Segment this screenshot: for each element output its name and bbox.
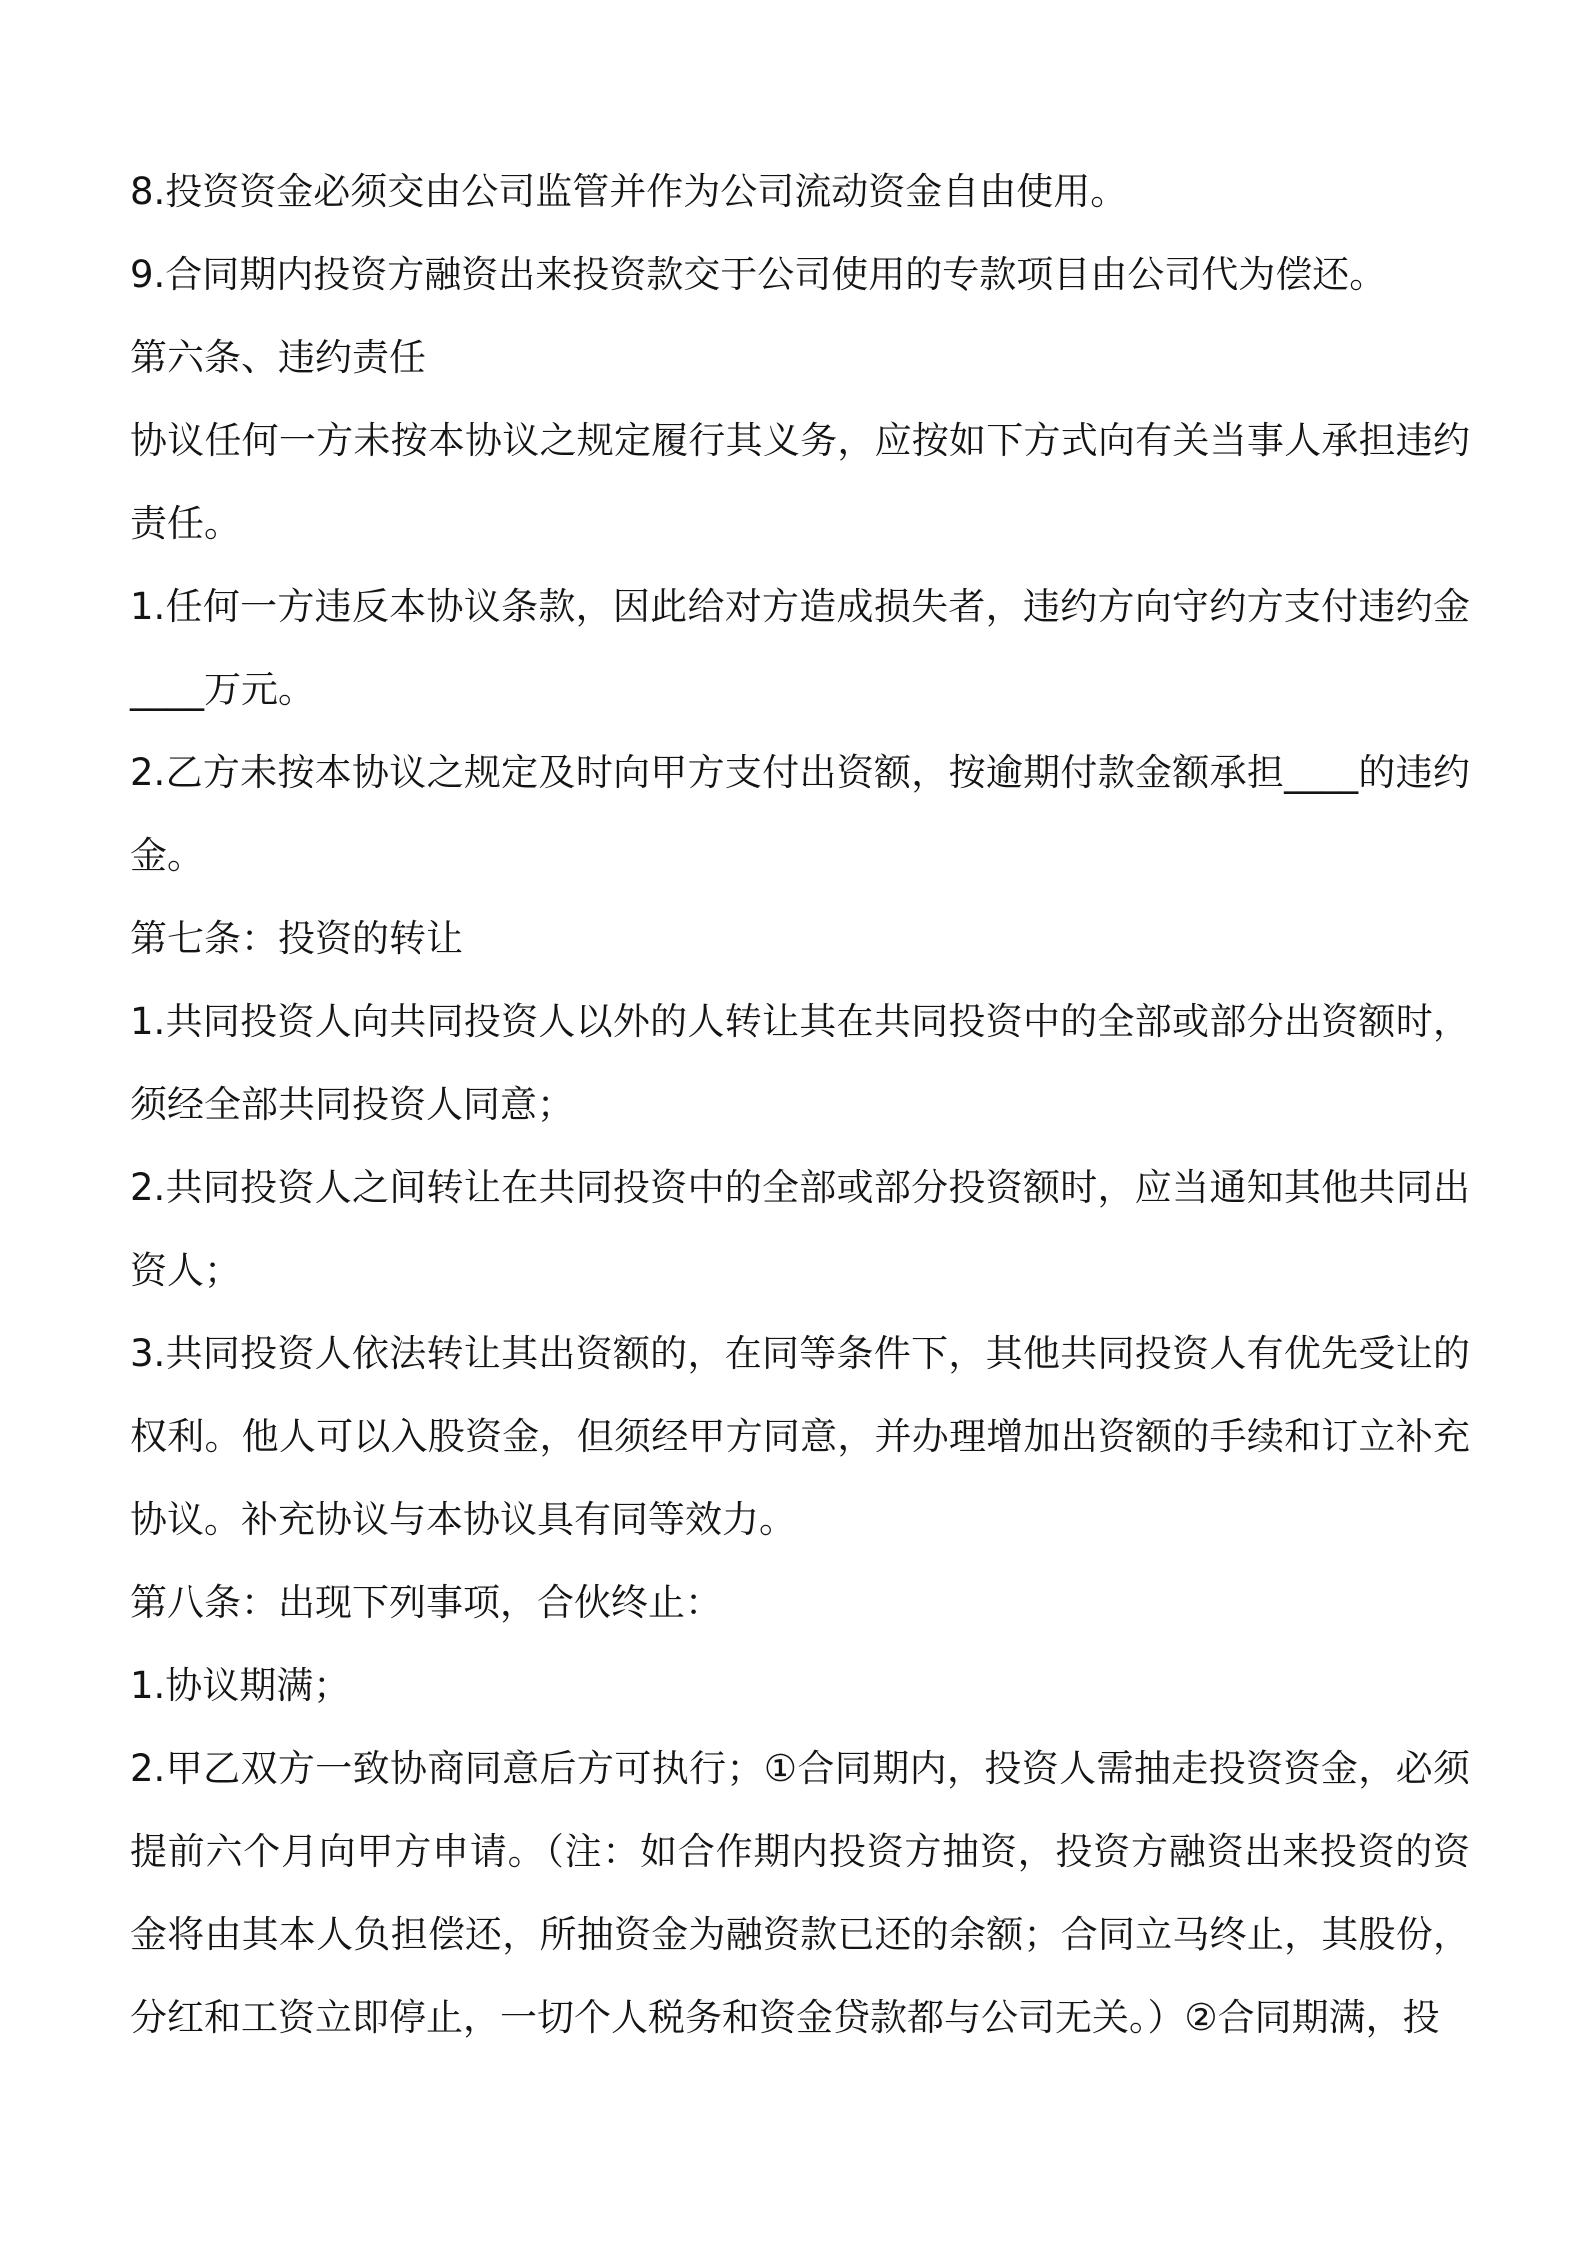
article-7-heading: 第七条：投资的转让 <box>130 917 463 960</box>
article-7-item-2: 2.共同投资人之间转让在共同投资中的全部或部分投资额时，应当通知其他共同出资人； <box>130 1166 1470 1292</box>
clause-5-item-9: 9.合同期内投资方融资出来投资款交于公司使用的专款项目由公司代为偿还。 <box>130 253 1387 296</box>
article-7-item-3: 3.共同投资人依法转让其出资额的，在同等条件下，其他共同投资人有优先受让的权利。他人可以入股资金，但须经甲方同意，并办理增加出资额的手续和订立补充协议。补充协议与本协议具有同等效力。 <box>130 1332 1470 1541</box>
article-6-item-1: 1.任何一方违反本协议条款，因此给对方造成损失者，违约方向守约方支付违约金____万元。 <box>130 585 1470 711</box>
article-6-intro: 协议任何一方未按本协议之规定履行其义务，应按如下方式向有关当事人承担违约责任。 <box>130 419 1470 545</box>
clause-5-item-8: 8.投资资金必须交由公司监管并作为公司流动资金自由使用。 <box>130 170 1128 213</box>
article-7-item-1: 1.共同投资人向共同投资人以外的人转让其在共同投资中的全部或部分出资额时，须经全部共同投资人同意； <box>130 1000 1470 1126</box>
article-6-item-2: 2.乙方未按本协议之规定及时向甲方支付出资额，按逾期付款金额承担____的违约金。 <box>130 751 1470 877</box>
article-8-item-2: 2.甲乙双方一致协商同意后方可执行；①合同期内，投资人需抽走投资资金，必须提前六个月向甲方申请。（注：如合作期内投资方抽资，投资方融资出来投资的资金将由其本人负担偿还，所抽资金为融资款已还的余额；合同立马终止，其股份，分红和工资立即停止，一切个人税务和资金贷款都与公司无关。）②合同期满，投 <box>130 1747 1470 2039</box>
article-8-item-1: 1.协议期满； <box>130 1664 351 1707</box>
article-6-heading: 第六条、违约责任 <box>130 336 426 379</box>
article-8-heading: 第八条：出现下列事项，合伙终止： <box>130 1581 722 1624</box>
document-body <box>130 150 1470 2059</box>
